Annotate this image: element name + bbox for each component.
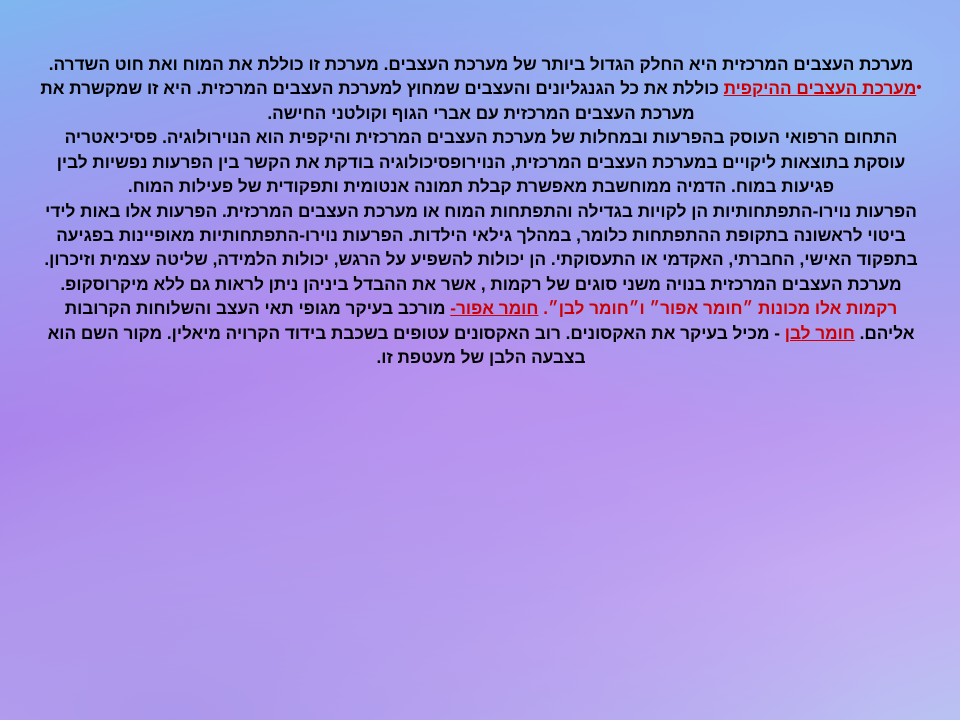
term-gray-matter: חומר אפור- xyxy=(450,298,539,319)
paragraph-5-text-c: - מכיל בעיקר את האקסונים. רוב האקסונים עטופים בשכבת בידוד הקרויה מיאלין. מקור השם הוא בצבעה הלבן של מעטפת זו. xyxy=(47,322,785,368)
paragraph-1 xyxy=(38,52,924,76)
slide-text-body xyxy=(38,52,924,369)
paragraph-2 xyxy=(38,76,924,125)
term-tissue-types: רקמות אלו מכונות ״חומר אפור״ ו״חומר לבן״. xyxy=(543,298,898,319)
paragraph-3 xyxy=(38,125,924,198)
paragraph-3-text: התחום הרפואי העוסק בהפרעות ובמחלות של מערכת העצבים המרכזית והיקפית הוא הנוירולוגיה. פסיכיאטריה עוסקת בתוצאות ליקויים במערכת העצבים המרכזית, הנוירופסיכולוגיה בודקת את הקשר בין הפרעות נפשיות לבין פגיעות במוח. הדמיה ממוחשבת מאפשרת קבלת תמונה אנטומית ותפקודית של פעילות המוח. xyxy=(56,127,906,197)
paragraph-5 xyxy=(38,272,924,370)
paragraph-5-text-a: מערכת העצבים המרכזית בנויה משני סוגים של רקמות , אשר את ההבדל ביניהן ניתן לראות גם ללא מיקרוסקופ. xyxy=(60,273,902,294)
paragraph-5-text-b: מורכב בעיקר מגופי תאי העצב והשלוחות הקרובות אליהם. xyxy=(64,298,915,343)
term-white-matter: חומר לבן xyxy=(784,322,855,343)
paragraph-2-text: כוללת את כל הגנגליונים והעצבים שמחוץ למערכת העצבים המרכזית. היא זו שמקשרת את מערכת העצבים המרכזית עם אברי הגוף וקולטני החישה. xyxy=(40,78,724,123)
paragraph-4-text: הפרעות נוירו-התפתחותיות הן לקויות בגדילה והתפתחות המוח או מערכת העצבים המרכזית. הפרעות אלו באות לידי ביטוי לראשונה בתקופת ההתפתחות כלומר, במהלך גילאי הילדות. הפרעות נוירו-התפתחותיות מאופיינות בפגיעה בתפקוד האישי, החברתי, האקדמי או התעסוקתי. הן יכולות להשפיע על הרגש, יכולות הלמידה, שליטה עצמית וזיכרון. xyxy=(44,200,918,270)
paragraph-1-text: מערכת העצבים המרכזית היא החלק הגדול ביותר של מערכת העצבים. מערכת זו כוללת את המוח ואת חוט השדרה. xyxy=(48,54,914,74)
paragraph-4 xyxy=(38,199,924,272)
bullet-icon: • xyxy=(916,79,922,97)
term-peripheral-nervous-system: מערכת העצבים ההיקפית xyxy=(723,78,917,99)
